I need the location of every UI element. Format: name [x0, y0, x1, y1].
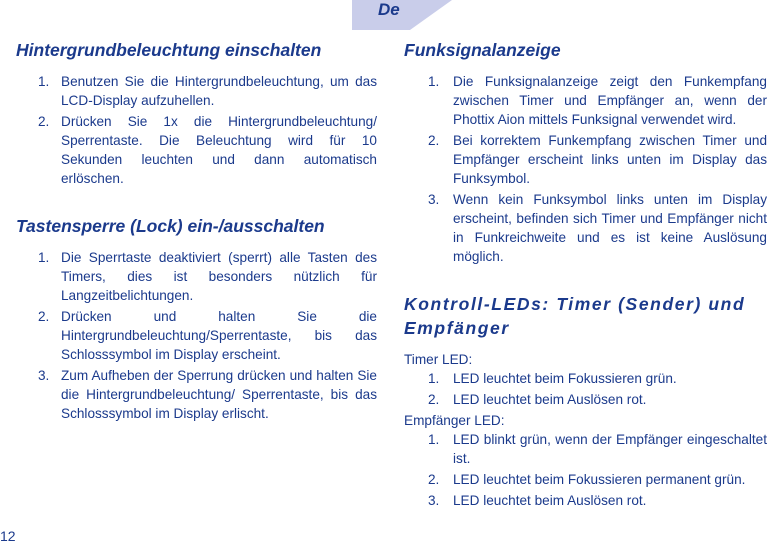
section-heading-radio-signal: Funksignalanzeige [404, 40, 561, 60]
list-item: 3. Wenn kein Funksymbol links unten im Display erscheint, befinden sich Timer und Empfänger nicht in Funkreichweite und es ist keine Auslösung möglich. [428, 192, 767, 264]
list-item: 1. Benutzen Sie die Hintergrundbeleuchtung, um das LCD-Display aufzuhellen. [38, 74, 377, 108]
list-item: 2. Drücken und halten Sie die Hintergrundbeleuchtung/Sperrentaste, bis das Schlosssymbol im Display erscheint. [38, 309, 377, 362]
list-item: 2. Drücken Sie 1x die Hintergrundbeleuchtung/ Sperrentaste. Die Beleuchtung wird für 10 Sekunden leuchten und dann automatisch erlöschen. [38, 114, 377, 186]
list-item: 2. LED leuchtet beim Fokussieren permanent grün. [428, 472, 746, 487]
timer-led-label: Timer LED: [404, 352, 473, 367]
timer-led-steps [404, 369, 767, 409]
list-item: 3. Zum Aufheben der Sperrung drücken und halten Sie die Hintergrundbeleuchtung/ Sperrentaste, bis das Schlosssymbol im Display erlischt. [38, 368, 377, 421]
page-number: 12 [0, 528, 16, 544]
section-heading-control-leds: Kontroll-LEDs: Timer (Sender) und Empfänger [404, 294, 746, 338]
language-label: De [378, 0, 400, 19]
list-item: 1. Die Sperrtaste deaktiviert (sperrt) alle Tasten des Timers, dies ist besonders nützlich für Langzeitbelichtungen. [38, 250, 377, 303]
backlight-steps [16, 72, 377, 188]
list-item: 1. LED leuchtet beim Fokussieren grün. [428, 371, 677, 386]
key-lock-steps [16, 248, 377, 423]
right-column [404, 38, 767, 512]
list-item: 2. Bei korrektem Funkempfang zwischen Timer und Empfänger erscheint links unten im Display das Funksymbol. [428, 133, 767, 186]
list-item: 2. LED leuchtet beim Auslösen rot. [428, 392, 647, 407]
left-column [16, 38, 377, 425]
section-heading-key-lock: Tastensperre (Lock) ein-/ausschalten [16, 216, 325, 236]
list-item: 1. LED blinkt grün, wenn der Empfänger eingeschaltet ist. [428, 432, 767, 466]
radio-signal-steps [404, 72, 767, 266]
list-item: 1. Die Funksignalanzeige zeigt den Funkempfang zwischen Timer und Empfänger an, wenn der Phottix Aion mittels Funksignal verwendet wird. [428, 74, 767, 127]
list-item: 3. LED leuchtet beim Auslösen rot. [428, 493, 647, 508]
section-heading-backlight: Hintergrundbeleuchtung einschalten [16, 40, 322, 60]
receiver-led-steps [404, 430, 767, 510]
language-tab [352, 0, 452, 30]
receiver-led-label: Empfänger LED: [404, 413, 505, 428]
